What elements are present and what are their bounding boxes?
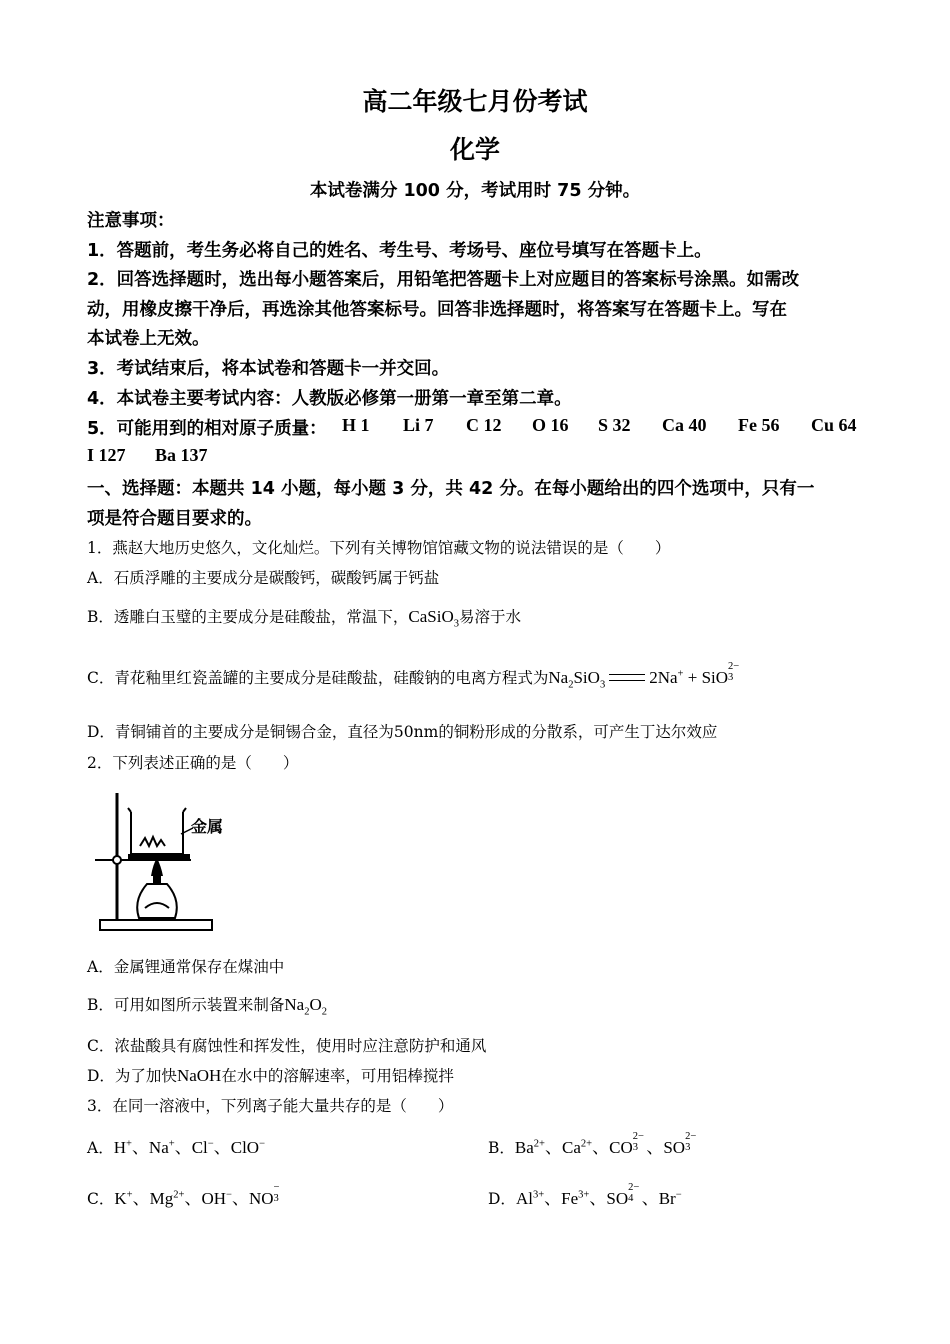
q1-stem: 1．燕赵大地历史悠久，文化灿烂。下列有关博物馆馆藏文物的说法错误的是（ ） <box>87 539 671 557</box>
q3-option-b: B．$Ba^{2+}$、$Ca^{2+}$、CO 2− 3 、SO 2− 3 <box>488 1131 697 1157</box>
mass-li: Li 7 <box>403 415 434 435</box>
mass-h: H 1 <box>342 415 370 435</box>
q1-option-b <box>87 605 521 629</box>
note-5: 5．可能用到的相对原子质量： <box>87 419 327 439</box>
notes-heading: 注意事项： <box>87 211 175 231</box>
mass-i: I 127 <box>87 445 126 465</box>
alcohol-lamp <box>137 884 177 918</box>
subject-title: 化学 <box>449 135 500 164</box>
metal-pieces <box>140 837 165 846</box>
q1-option-b-formula: CaSiO$_3$ <box>408 607 460 630</box>
figure-label: 金属 <box>191 817 224 836</box>
q3-option-a: A．H+、Na+、Cl−、ClO− <box>87 1138 266 1157</box>
note-1: 1．答题前，考生务必将自己的姓名、考生号、考场号、座位号填写在答题卡上。 <box>87 241 712 261</box>
q1-option-d: D．青铜铺首的主要成分是铜锡合金，直径为50nm的铜粉形成的分散系，可产生丁达尔效应 <box>87 723 718 741</box>
mass-ca: Ca 40 <box>662 415 707 435</box>
note-2-line3: 本试卷上无效。 <box>87 329 210 349</box>
q3-option-d: D．$Al^{3+}$、$Fe^{3+}$、SO 2− 4 、Br− <box>488 1182 682 1208</box>
exam-info: 本试卷满分 100 分，考试用时 75 分钟。 <box>309 181 641 201</box>
q1-option-c-text: C．青花釉里红瓷盖罐的主要成分是硅酸盐，硅酸钠的电离方程式为 <box>87 669 549 687</box>
mass-fe: Fe 56 <box>738 415 780 435</box>
stand-base <box>100 920 212 930</box>
section-heading-line1: 一、选择题：本题共 14 小题，每小题 3 分，共 42 分。在每小题给出的四个选项中，只有一 <box>87 479 815 499</box>
mass-c: C 12 <box>466 415 502 435</box>
equation-equals-sign <box>609 674 645 681</box>
q2-option-a: A．金属锂通常保存在煤油中 <box>87 958 285 976</box>
q2-option-b-text: B．可用如图所示装置来制备 <box>87 996 285 1014</box>
q2-option-c: C．浓盐酸具有腐蚀性和挥发性，使用时应注意防护和通风 <box>87 1037 487 1055</box>
note-2-line1: 2．回答选择题时，选出每小题答案后，用铅笔把答题卡上对应题目的答案标号涂黑。如需改 <box>87 270 800 290</box>
mass-s: S 32 <box>598 415 631 435</box>
exam-title: 高二年级七月份考试 <box>362 87 588 116</box>
q3-option-c: C．K+、$Mg^{2+}$、OH−、NO − 3 <box>87 1182 280 1208</box>
heating-apparatus-figure <box>95 788 245 936</box>
q1-option-b-tail: 易溶于水 <box>459 608 522 626</box>
q2-option-d-formula: NaOH <box>176 1066 222 1085</box>
note-2-line2: 动，用橡皮擦干净后，再选涂其他答案标号。回答非选择题时，将答案写在答题卡上。写在 <box>87 300 787 320</box>
q3-stem: 3．在同一溶液中，下列离子能大量共存的是（ ） <box>87 1097 454 1115</box>
mass-ba: Ba 137 <box>155 445 208 465</box>
q1-ionization-equation: $Na_2SiO_3$ 2Na+ + SiO 2− 3 <box>548 661 740 691</box>
section-heading-line2: 项是符合题目要求的。 <box>87 509 262 529</box>
q2-option-b-formula: $Na_2O_2$ <box>284 995 328 1018</box>
mass-o: O 16 <box>532 415 569 435</box>
note-3: 3．考试结束后，将本试卷和答题卡一并交回。 <box>87 359 450 379</box>
q1-option-a: A．石质浮雕的主要成分是碳酸钙，碳酸钙属于钙盐 <box>87 569 440 587</box>
q1-option-c <box>87 661 742 691</box>
mass-cu: Cu 64 <box>811 415 857 435</box>
q2-option-d: D．为了加快NaOH在水中的溶解速率，可用铝棒搅拌 <box>87 1066 454 1085</box>
q2-stem: 2．下列表述正确的是（ ） <box>87 754 299 772</box>
q1-option-b-text: B．透雕白玉璧的主要成分是硅酸盐，常温下， <box>87 608 409 626</box>
q2-option-b <box>87 993 327 1017</box>
note-4: 4．本试卷主要考试内容：人教版必修第一册第一章至第二章。 <box>87 389 572 409</box>
